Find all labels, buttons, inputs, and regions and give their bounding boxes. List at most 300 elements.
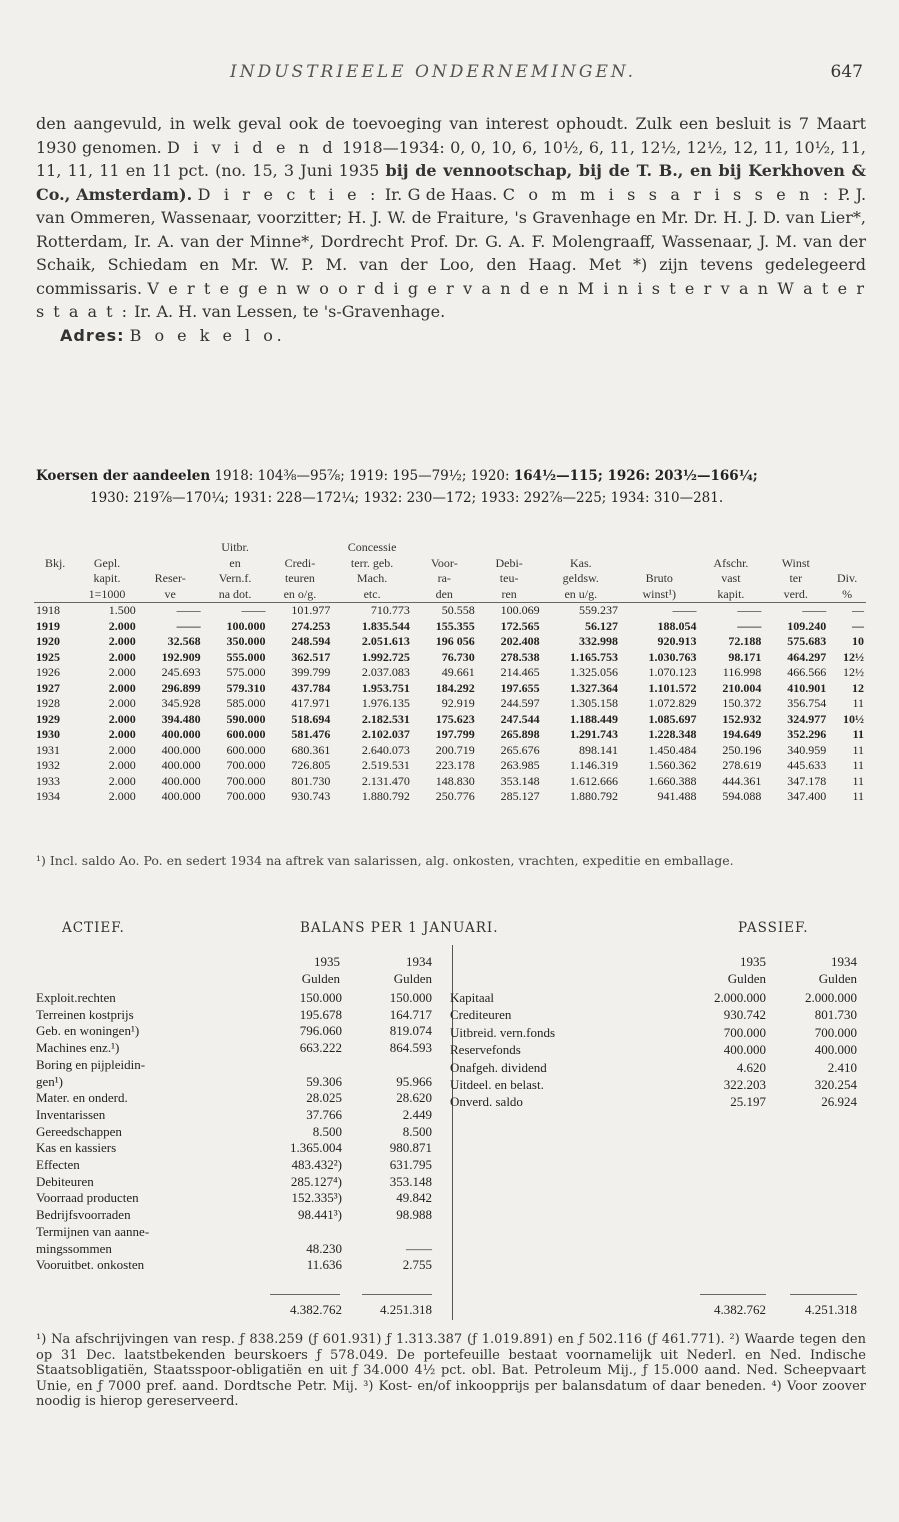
table-row [34, 696, 866, 712]
passief-value-1934: 2.000.000 [805, 990, 857, 1005]
table-cell: 324.977 [787, 711, 827, 726]
financial-history-body [34, 540, 866, 805]
table-cell: 50.558 [441, 603, 475, 617]
actief-label: Vooruitbet. onkosten [36, 1257, 145, 1273]
vertegenwoordiger-label: V e r t e g e n w o o r d i g e r v a n d e n M i n i s t e r v a n W a t e r s t a a t : [36, 278, 867, 321]
passief-value-1935: 400.000 [723, 1042, 766, 1058]
table-cell: — [852, 618, 864, 633]
table-cell: 1933 [36, 773, 60, 788]
table-cell: 172.565 [500, 618, 540, 633]
table-cell [477, 540, 542, 556]
table-header-row [34, 587, 866, 603]
table-cell: 466.566 [787, 665, 827, 679]
vertegenwoordiger-value: Ir. A. H. van Lessen, te 's-Gravenhage. [134, 302, 446, 321]
actief-value-1934: 8.500 [402, 1123, 432, 1139]
actief-value-1935: 152.335³) [291, 1190, 342, 1206]
table-cell: 2.000 [108, 696, 136, 710]
table-cell: — [852, 603, 864, 617]
table-cell: 1934 [36, 789, 60, 803]
table-cell: 92.919 [441, 696, 475, 710]
paying-agents: bij de vennootschap, bij de T. B., en bij Kerkhoven & Co., Amsterdam). [36, 161, 866, 204]
actief-value-1934: 2.755 [402, 1257, 432, 1273]
actief-value-1935: 8.500 [312, 1123, 342, 1139]
actief-value-1935: 48.230 [306, 1240, 342, 1256]
passief-value-1935: 4.620 [736, 1059, 766, 1075]
table-cell: —— [241, 603, 266, 617]
passief-value-1935: 25.197 [730, 1094, 766, 1110]
table-cell: 2.000 [108, 634, 136, 648]
passief-value-1934: 26.924 [821, 1094, 857, 1110]
paragraph-intro: den aangevuld, in welk geval ook de toevoeging van interest ophoudt. Zulk een besluit is 7 Maart 1930 genomen. [36, 114, 866, 157]
table-cell: —— [737, 618, 762, 633]
table-cell: 400.000 [161, 727, 201, 741]
table-cell: en o/g. [283, 586, 317, 601]
table-cell: 2.131.470 [361, 773, 410, 788]
table-cell: 2.000 [108, 789, 136, 803]
table-cell: Vern.f. [218, 571, 252, 585]
actief-label: Terreinen kostprijs [36, 1006, 134, 1022]
table-cell: 2.000 [108, 711, 136, 726]
table-cell: 2.519.531 [361, 758, 410, 772]
passief-total-rule [790, 1294, 857, 1295]
table-cell: 98.171 [728, 649, 762, 664]
actief-value-1934: 150.000 [389, 990, 432, 1005]
table-cell: 1918 [36, 603, 60, 617]
table-cell: 579.310 [226, 680, 266, 695]
passief-title: PASSIEF. [738, 920, 809, 936]
dividend-label: D i v i d e n d [167, 137, 337, 157]
page-number: 647 [830, 62, 863, 82]
passief-value-1935: 322.203 [723, 1077, 766, 1092]
table-cell: Gepl. [93, 555, 121, 570]
actief-value-1935: 150.000 [299, 990, 342, 1005]
table-cell: 100.000 [226, 618, 266, 633]
table-cell: 1.992.725 [361, 649, 410, 664]
actief-value-1935: 98.441³) [298, 1207, 342, 1223]
table-cell: 278.619 [722, 758, 762, 772]
share-prices-values-bold: 164½—115; 1926: 203½—166¼; [513, 468, 758, 484]
table-row [34, 727, 866, 743]
table-cell: 152.932 [722, 711, 762, 726]
balance-title: BALANS PER 1 JANUARI. [300, 920, 499, 936]
table-cell: 1919 [36, 618, 60, 633]
table-cell: 2.037.083 [361, 665, 410, 679]
table-cell: 726.805 [291, 758, 331, 772]
table-cell: 10 [852, 634, 864, 648]
actief-value-1934: 28.620 [396, 1090, 432, 1106]
passief-label: Uitdeel. en belast. [450, 1077, 544, 1092]
table-cell: 1.070.123 [648, 665, 697, 679]
table-cell: 223.178 [435, 758, 475, 772]
table-cell: 1931 [36, 742, 60, 757]
table-cell: 1.660.388 [648, 773, 697, 788]
table-cell: 353.148 [500, 773, 540, 788]
share-prices-line-2: 1930: 219⅞—170¼; 1931: 228—172¼; 1932: 230—172; 1933: 292⅞—225; 1934: 310—281. [90, 490, 724, 506]
table-cell: 400.000 [161, 742, 201, 757]
table-cell: 801.730 [291, 773, 331, 788]
actief-label: Gereedschappen [36, 1123, 122, 1139]
table-cell: ra- [437, 571, 451, 585]
table-header-row [34, 556, 866, 572]
table-cell: 150.372 [722, 696, 762, 710]
actief-value-1935: 663.222 [299, 1040, 342, 1056]
table-cell: 1920 [36, 634, 60, 648]
directie-label: D i r e c t i e : [197, 184, 380, 204]
table-cell: 245.693 [161, 665, 201, 679]
table-cell: 400.000 [161, 773, 201, 788]
table-cell: en [229, 555, 241, 570]
table-cell: 710.773 [370, 603, 410, 617]
table-cell: 265.676 [500, 742, 540, 757]
passief-value-1935: 700.000 [723, 1024, 766, 1040]
table-cell: 11 [852, 727, 864, 741]
table-cell: 1928 [36, 696, 60, 710]
table-row [34, 758, 866, 774]
year-header: 1935 [740, 954, 766, 969]
table-row [34, 619, 866, 635]
table-cell: 2.182.531 [361, 711, 410, 726]
table-footnote: ¹) Incl. saldo Ao. Po. en sedert 1934 na aftrek van salarissen, alg. onkosten, vrachten, expeditie en emballage. [36, 853, 734, 868]
actief-value-1934: 95.966 [396, 1073, 432, 1089]
passief-label: Onafgeh. dividend [450, 1059, 547, 1075]
table-cell: 247.544 [500, 711, 540, 726]
table-cell [138, 556, 203, 572]
table-cell: 1932 [36, 758, 60, 772]
table-cell: 76.730 [441, 649, 475, 664]
table-cell: 12½ [843, 665, 864, 679]
actief-label: Kas en kassiers [36, 1140, 117, 1156]
passief-label: Crediteuren [450, 1007, 512, 1023]
table-cell: 100.069 [500, 603, 540, 617]
unit-header: Gulden [301, 971, 340, 986]
actief-label: Inventarissen [36, 1106, 106, 1122]
table-cell: 2.000 [108, 742, 136, 757]
table-row [34, 774, 866, 790]
table-header-row [34, 571, 866, 587]
table-cell: Voor- [430, 555, 458, 570]
table-cell: verd. [783, 586, 808, 601]
table-cell: 340.959 [787, 742, 827, 757]
table-cell: 1.976.135 [361, 696, 410, 710]
table-cell: 700.000 [226, 789, 266, 803]
table-cell: 345.928 [161, 696, 201, 710]
table-cell: Kas. [569, 555, 592, 570]
actief-value-1934: 631.795 [389, 1157, 432, 1172]
table-cell: 2.000 [108, 680, 136, 695]
table-cell: 2.640.073 [361, 742, 410, 757]
table-cell: teuren [284, 571, 315, 585]
company-description [36, 112, 866, 347]
address-label: Adres: [60, 325, 125, 345]
actief-total-1934: 4.251.318 [380, 1302, 432, 1317]
table-cell: 2.102.037 [361, 727, 410, 741]
table-cell [76, 540, 138, 556]
table-cell: 1.101.572 [648, 680, 697, 695]
table-cell: 56.127 [585, 618, 619, 633]
table-cell: 1.146.319 [570, 758, 619, 772]
table-cell: 362.517 [291, 649, 331, 664]
table-cell: 116.998 [722, 665, 762, 679]
table-cell: 600.000 [226, 727, 266, 741]
table-cell: 350.000 [226, 634, 266, 648]
table-cell: 10½ [843, 711, 864, 726]
table-cell: 196 056 [435, 634, 475, 648]
actief-value-1935: 285.127⁴) [290, 1173, 342, 1189]
actief-label: Machines enz.¹) [36, 1040, 120, 1056]
actief-value-1934: 980.871 [389, 1140, 432, 1156]
table-cell: den [435, 586, 453, 601]
table-cell: 285.127 [500, 789, 540, 803]
actief-value-1934: 864.593 [389, 1040, 432, 1056]
table-cell: 109.240 [787, 618, 827, 633]
unit-header: Gulden [727, 971, 766, 986]
table-cell: 1.835.544 [361, 618, 410, 633]
table-cell: 464.297 [787, 649, 827, 664]
table-cell [542, 540, 620, 556]
table-cell: 600.000 [226, 742, 266, 757]
actief-value-1935: 483.432²) [291, 1157, 342, 1172]
table-cell [620, 556, 698, 572]
table-cell: 356.754 [787, 696, 827, 710]
table-cell: ve [164, 586, 176, 601]
table-cell: 1925 [36, 649, 60, 664]
passief-value-1935: 930.742 [723, 1007, 766, 1023]
table-row [34, 743, 866, 759]
table-header-row [34, 540, 866, 556]
table-row [34, 603, 866, 619]
actief-value-1935: 195.678 [299, 1006, 342, 1022]
table-cell: 1.291.743 [570, 727, 619, 741]
table-cell: 155.355 [435, 618, 475, 633]
actief-label: Termijnen van aanne- [36, 1223, 150, 1239]
passief-value-1934: 400.000 [814, 1042, 857, 1058]
table-cell: —— [672, 603, 697, 617]
passief-value-1934: 801.730 [814, 1007, 857, 1023]
table-cell: na dot. [218, 586, 252, 601]
table-cell: Debi- [495, 555, 523, 570]
table-cell: —— [176, 603, 201, 617]
table-row [34, 665, 866, 681]
passief-label: Reservefonds [450, 1042, 521, 1058]
table-cell: 263.985 [500, 758, 540, 772]
actief-value-1935: 1.365.004 [290, 1140, 342, 1156]
table-cell: 1.228.348 [648, 727, 697, 741]
table-cell: 941.488 [657, 789, 697, 803]
table-cell: 11 [852, 789, 864, 803]
table-cell: 49.661 [441, 665, 475, 679]
table-cell: 250.196 [722, 742, 762, 757]
table-cell [34, 571, 76, 587]
passief-label: Uitbreid. vern.fonds [450, 1024, 556, 1040]
table-cell: kapit. [717, 586, 745, 601]
actief-title: ACTIEF. [62, 920, 125, 936]
table-cell: 394.480 [161, 711, 201, 726]
table-cell: 1.953.751 [361, 680, 410, 695]
table-cell: 32.568 [167, 634, 201, 648]
actief-label: Debiteuren [36, 1173, 94, 1189]
actief-total-rule [362, 1294, 432, 1295]
actief-label: Boring en pijpleidin- [36, 1056, 146, 1072]
table-cell: winst¹) [642, 586, 677, 601]
table-cell: 2.000 [108, 758, 136, 772]
table-cell: 2.000 [108, 649, 136, 664]
commissarissen-value: P. J. van Ommeren, Wassenaar, voorzitter; H. J. W. de Fraiture, 's Gravenhage en Mr. Dr. H. J. D. van Lier*, Rotterdam, Ir. A. van der Minne*, Dordrecht Prof. Dr. G. A. F. Molengraaff, Wassenaar, J. M. van der Schaik, Schiedam en Mr. W. P. M. van der Loo, den Haag. Met *) zijn tevens gedelegeerd commissaris. [36, 184, 867, 298]
table-cell: 1.880.792 [570, 789, 619, 803]
table-cell: Mach. [356, 571, 388, 585]
table-cell: —— [176, 618, 201, 633]
passief-label: Kapitaal [450, 990, 495, 1005]
table-cell: 332.998 [579, 634, 619, 648]
table-cell: 1.325.056 [570, 665, 619, 679]
table-cell: Bruto [645, 571, 673, 585]
table-cell: 188.054 [657, 618, 697, 633]
actief-label: Effecten [36, 1157, 80, 1172]
running-header: INDUSTRIEELE ONDERNEMINGEN. [230, 62, 637, 82]
passief-total-1935: 4.382.762 [714, 1302, 766, 1317]
table-cell: 248.594 [291, 634, 331, 648]
table-cell: 72.188 [728, 634, 762, 648]
table-cell: 444.361 [722, 773, 762, 788]
table-cell: 12 [852, 680, 864, 695]
address-value: B o e k e l o. [129, 325, 286, 345]
table-cell: 11 [852, 758, 864, 772]
table-cell: 400.000 [161, 758, 201, 772]
table-cell: 197.799 [435, 727, 475, 741]
table-cell: 445.633 [787, 758, 827, 772]
table-cell: geldsw. [562, 571, 599, 585]
table-cell: 2.051.613 [361, 634, 410, 648]
table-cell: 555.000 [226, 649, 266, 664]
table-cell: 265.898 [500, 727, 540, 741]
table-cell: 700.000 [226, 758, 266, 772]
table-row [34, 681, 866, 697]
table-cell: 581.476 [291, 727, 331, 741]
table-cell: 101.977 [291, 603, 331, 617]
table-cell: Afschr. [713, 555, 749, 570]
table-cell: 2.000 [108, 665, 136, 679]
dividend-values: 1918—1934: 0, 0, 10, 6, 10½, 6, 11, 12½, 12½, 12, 11, 10½, 11, 11, 11, 11 en 11 pct. (no. 15, 3 Juni 1935 [36, 137, 867, 180]
table-cell: en u/g. [564, 586, 598, 601]
table-cell: 1.305.158 [570, 696, 619, 710]
actief-value-1935: 11.636 [306, 1257, 342, 1273]
table-cell: 148.830 [435, 773, 475, 788]
table-cell: 296.899 [161, 680, 201, 695]
table-cell: 1.880.792 [361, 789, 410, 803]
passief-value-1934: 700.000 [814, 1024, 857, 1040]
share-prices-label: Koersen der aandeelen [36, 468, 211, 484]
actief-value-1935: 796.060 [299, 1023, 342, 1039]
table-cell: 347.400 [787, 789, 827, 803]
actief-value-1934: 2.449 [402, 1106, 432, 1122]
financial-history-table [34, 540, 866, 805]
table-cell: 1.072.829 [648, 696, 697, 710]
actief-value-1934: —— [406, 1240, 432, 1256]
table-cell: 194.649 [722, 727, 762, 741]
table-cell [412, 540, 477, 556]
actief-value-1935: 28.025 [306, 1090, 342, 1106]
table-cell: 594.088 [722, 789, 762, 803]
actief-label: Voorraad producten [36, 1190, 139, 1206]
table-cell [138, 540, 203, 556]
actief-value-1935: 59.306 [306, 1073, 342, 1089]
table-cell: Uitbr. [221, 540, 249, 554]
actief-value-1935: 37.766 [306, 1106, 342, 1122]
table-cell: 1.030.763 [648, 649, 697, 664]
actief-value-1934: 98.988 [396, 1207, 432, 1223]
table-cell: Credi- [284, 555, 316, 570]
table-cell: ren [501, 586, 517, 601]
table-cell: 700.000 [226, 773, 266, 788]
table-cell: 214.465 [500, 665, 540, 679]
table-cell: 1.085.697 [648, 711, 697, 726]
passief-total-rule [700, 1294, 766, 1295]
table-cell: Concessie [347, 540, 397, 554]
table-cell: 200.719 [435, 742, 475, 757]
table-cell: 1927 [36, 680, 60, 695]
table-cell [34, 587, 76, 603]
table-cell: Winst [781, 555, 810, 570]
table-cell: 1.327.364 [570, 680, 619, 695]
commissarissen-label: C o m m i s s a r i s s e n : [502, 184, 833, 204]
table-cell: 1.188.449 [570, 711, 619, 726]
table-cell: 680.361 [291, 742, 331, 757]
table-cell: Bkj. [44, 555, 66, 570]
year-header: 1934 [831, 954, 857, 969]
table-cell: 930.743 [291, 789, 331, 803]
table-cell: 1.560.362 [648, 758, 697, 772]
table-cell: ter [789, 571, 803, 585]
table-cell [698, 540, 763, 556]
table-cell: 575.683 [787, 634, 827, 648]
actief-label: gen¹) [36, 1073, 63, 1089]
table-cell: 1926 [36, 665, 60, 679]
unit-header: Gulden [818, 971, 857, 986]
table-cell: 518.694 [291, 711, 331, 726]
actief-label: Geb. en woningen¹) [36, 1023, 140, 1039]
actief-label: Exploit.rechten [36, 990, 116, 1005]
actief-total-rule [270, 1294, 340, 1295]
table-cell: —— [802, 603, 827, 617]
table-cell: 590.000 [226, 711, 266, 726]
table-cell [763, 540, 828, 556]
table-cell: 410.901 [787, 680, 827, 695]
table-cell: 184.292 [435, 680, 475, 695]
table-cell: 1.450.484 [648, 742, 697, 757]
table-cell [34, 540, 76, 556]
year-header: 1934 [406, 954, 432, 969]
table-cell: % [842, 586, 853, 601]
table-cell: 2.000 [108, 773, 136, 788]
actief-value-1934: 819.074 [389, 1023, 432, 1039]
table-cell: 347.178 [787, 773, 827, 788]
table-cell: 1=1000 [88, 586, 126, 601]
passief-label: Onverd. saldo [450, 1094, 523, 1110]
table-cell: 1.612.666 [570, 773, 619, 788]
table-cell: 12½ [843, 649, 864, 664]
table-cell: 11 [852, 696, 864, 710]
passief-value-1935: 2.000.000 [714, 990, 766, 1005]
table-row [34, 634, 866, 650]
actief-label: mingssommen [36, 1240, 112, 1256]
table-cell: 575.000 [226, 665, 266, 679]
unit-header: Gulden [393, 971, 432, 986]
table-cell: 11 [852, 773, 864, 788]
table-cell [268, 540, 333, 556]
share-prices-values: 1918: 104⅜—95⅞; 1919: 195—79½; 1920: [214, 468, 510, 484]
passief-total-1934: 4.251.318 [805, 1302, 857, 1317]
table-cell: 400.000 [161, 789, 201, 803]
table-cell: 244.597 [500, 696, 540, 710]
